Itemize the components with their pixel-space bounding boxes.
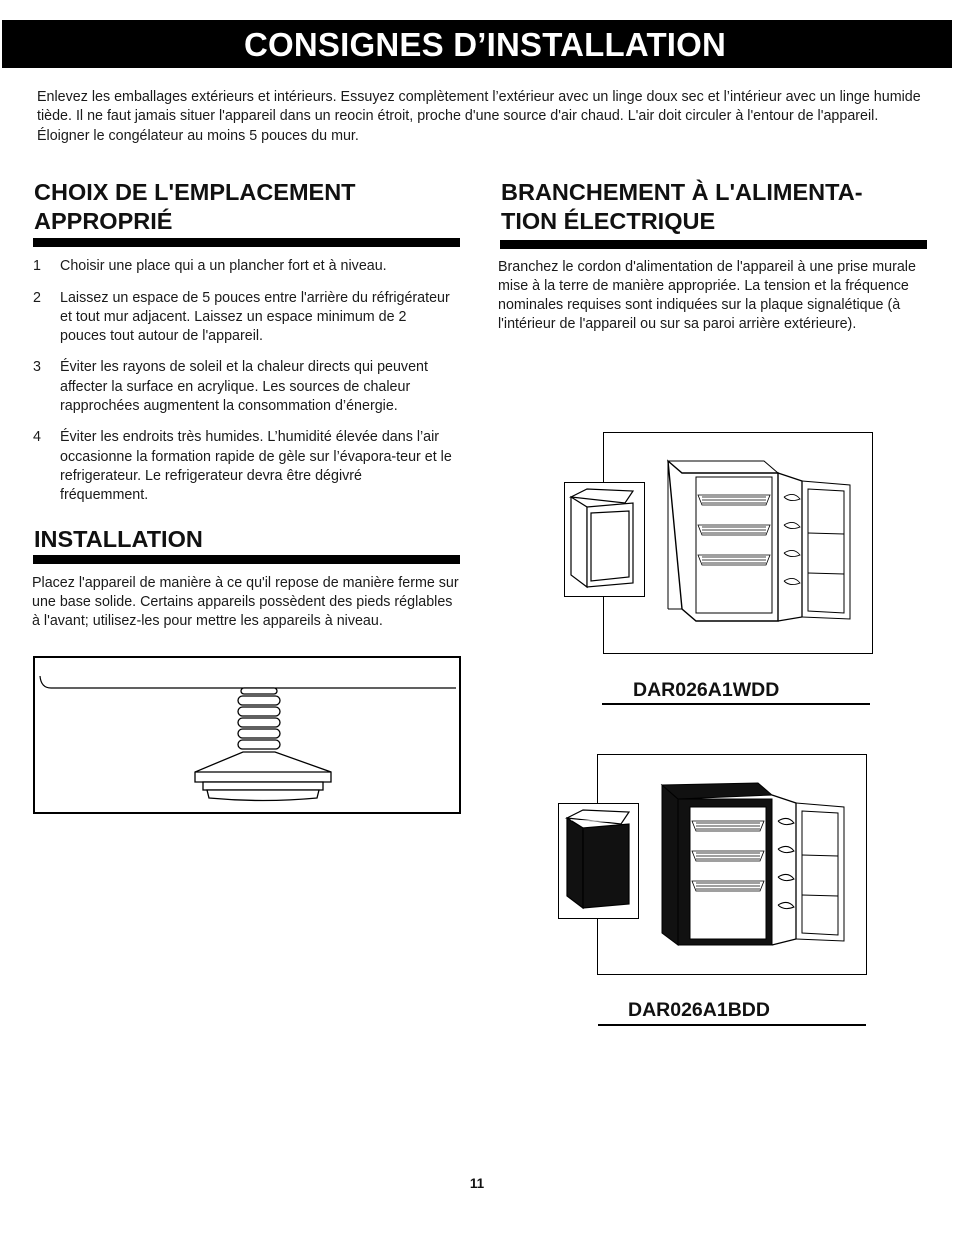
list-item: [33, 358, 453, 416]
heading-location-line1: CHOIX DE L'EMPLACEMENT: [34, 179, 356, 205]
list-item-text: Éviter les endroits très humides. L’humidité élevée dans l’air occasionne la formation rapide de gèle sur l’évapora-teur et le refrigerateur. Le refrigerateur devra être dégivré fréquemment.: [60, 429, 452, 503]
list-item-number: 1: [33, 258, 41, 274]
list-item-text: Éviter les rayons de soleil et la chaleur directs qui peuvent affecter la surface en acrylique. Les sources de chaleur rapprochées augmentent la consommation d’énergie.: [60, 359, 428, 414]
heading-installation-rule: [33, 555, 460, 564]
installation-paragraph: Placez l'appareil de manière à ce qu'il repose de manière ferme sur une base solide. Certains appareils possèdent des pieds réglables à l'avant; utilisez-les pour mettre les appareils à niveau.: [32, 575, 459, 629]
heading-power-rule: [500, 240, 927, 249]
fridge-closed-illustration-black: [559, 804, 638, 918]
list-item-text: Choisir une place qui a un plancher fort et à niveau.: [60, 258, 387, 274]
list-item-number: 3: [33, 359, 41, 376]
heading-power-line2: TION ÉLECTRIQUE: [501, 208, 716, 234]
heading-power: [501, 178, 863, 236]
list-item: [33, 289, 453, 347]
page-title: CONSIGNES D’INSTALLATION: [2, 20, 952, 68]
leveling-foot-illustration: [35, 658, 459, 812]
list-item: [33, 257, 453, 276]
intro-paragraph: Enlevez les emballages extérieurs et intérieurs. Essuyez complètement l’extérieur avec un linge doux sec et l’intérieur avec un linge humide tiède. Il ne faut jamais situer l'appareil dans un reocin étroit, proche d'une source d'air chaud. L'air doit circuler à l'entour de l'appareil. Éloigner le congélateur au moins 5 pouces du mur.: [37, 89, 921, 144]
list-item-number: 4: [33, 429, 41, 446]
location-list: [33, 257, 453, 517]
model-label-white: DAR026A1WDD: [633, 679, 780, 701]
heading-installation: INSTALLATION: [34, 526, 203, 552]
heading-location-rule: [33, 238, 460, 247]
heading-location: [34, 178, 356, 236]
model-rule-black: [598, 1024, 866, 1026]
list-item-text: Laissez un espace de 5 pouces entre l'arrière du réfrigérateur et tout mur adjacent. Laissez un espace minimum de 2 pouces tout autour de l'appareil.: [60, 289, 450, 344]
list-item: [33, 428, 453, 505]
fridge-closed-figure-black: [558, 803, 639, 919]
list-item-number: 2: [33, 289, 41, 306]
power-paragraph: Branchez le cordon d'alimentation de l'appareil à une prise murale mise à la terre de manière appropriée. La tension et la fréquence nominales requises sont indiquées sur la plaque signalétique (à l'intérieur de l'appareil ou sur sa paroi arrière extérieure).: [498, 259, 916, 332]
fridge-closed-figure-white: [564, 482, 645, 597]
model-label-black: DAR026A1BDD: [628, 999, 770, 1021]
leveling-foot-figure: [33, 656, 461, 814]
page-number: 11: [469, 1176, 485, 1191]
fridge-closed-illustration-white: [565, 483, 644, 596]
model-rule-white: [602, 703, 870, 705]
heading-location-line2: APPROPRIÉ: [34, 208, 173, 234]
heading-power-line1: BRANCHEMENT À L'ALIMENTA-: [501, 179, 863, 205]
